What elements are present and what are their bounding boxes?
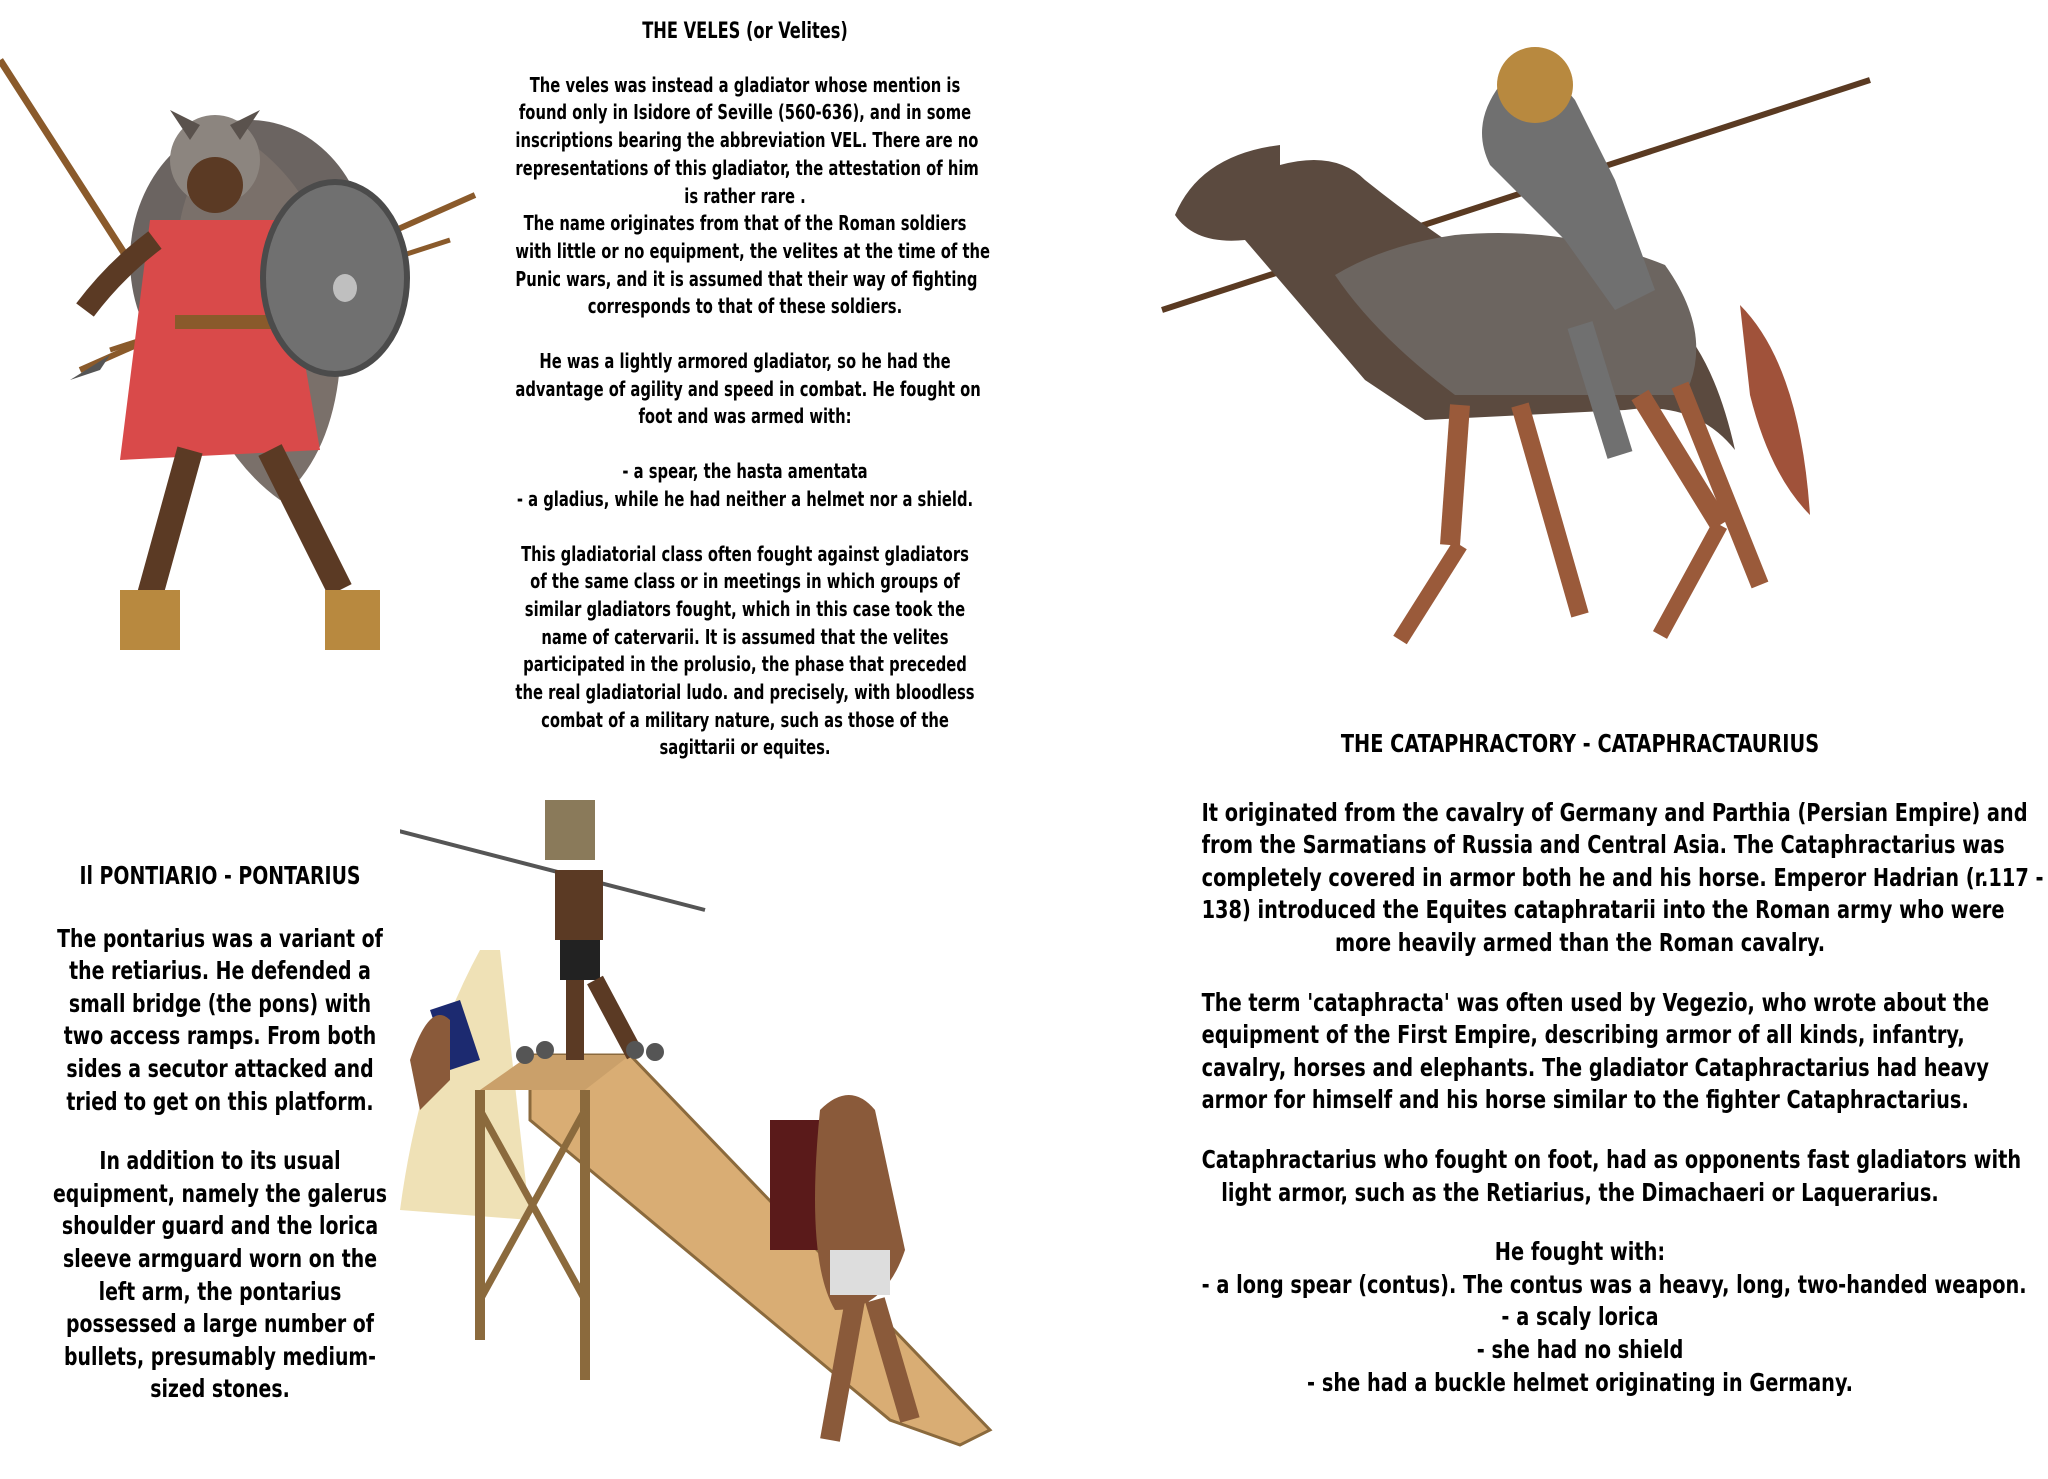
text-line: bullets, presumably medium- — [64, 1341, 376, 1371]
text-line: - a gladius, while he had neither a helmet nor a shield. — [516, 486, 974, 511]
text-line: two access ramps. From both — [63, 1021, 377, 1051]
text-line: representations of this gladiator, the attestation of him — [515, 155, 979, 180]
text-line: name of catervarii. It is assumed that the velites — [541, 624, 949, 649]
text-line: - she had a buckle helmet originating in Germany. — [1307, 1367, 1853, 1397]
text-line: sleeve armguard worn on the — [62, 1243, 378, 1273]
text-line: participated in the prolusio, the phase that preceded — [523, 652, 967, 677]
text-line: sized stones. — [150, 1374, 290, 1404]
text-line: 138) introduced the Equites cataphratarii into the Roman army who were — [1201, 895, 2005, 925]
text-line: advantage of agility and speed in combat. He fought on — [515, 376, 981, 401]
cataphractarius-paragraph-3 — [1201, 1144, 2022, 1209]
text-line: The veles was instead a gladiator whose mention is — [529, 72, 961, 97]
cataphractarius-paragraph-4 — [1201, 1236, 2027, 1399]
text-line: the retiarius. He defended a — [69, 956, 371, 986]
text-line: - a long spear (contus). The contus was a heavy, long, two-handed weapon. — [1201, 1269, 2027, 1299]
text-line: Punic wars, and it is assumed that their way of fighting — [515, 266, 978, 291]
text-line: the real gladiatorial ludo. and precisely, with bloodless — [515, 680, 975, 705]
veles-paragraph-1 — [515, 72, 991, 321]
pontarius-section — [52, 860, 388, 1406]
text-line: He was a lightly armored gladiator, so he had the — [539, 349, 951, 374]
text-line: inscriptions bearing the abbreviation VEL. There are no — [515, 128, 979, 153]
text-line: - she had no shield — [1476, 1334, 1684, 1364]
pontarius-illustration — [400, 780, 1020, 1479]
text-line: - a spear, the hasta amentata — [622, 459, 868, 484]
text-line: - a scaly lorica — [1501, 1302, 1659, 1332]
text-line: similar gladiators fought, which in this case took the — [524, 596, 966, 621]
pontarius-paragraph-2 — [52, 1145, 388, 1406]
text-line: equipment of the First Empire, describing armor of all kinds, infantry, — [1201, 1020, 1965, 1050]
cataphractarius-title: THE CATAPHRACTORY - CATAPHRACTAURIUS — [1340, 729, 1820, 758]
cataphractarius-section — [1201, 728, 2044, 1399]
text-line: tried to get on this platform. — [66, 1086, 374, 1116]
veles-section — [515, 18, 991, 762]
text-line: shoulder guard and the lorica — [61, 1211, 379, 1241]
text-line: sagittarii or equites. — [659, 735, 831, 760]
text-line: light armor, such as the Retiarius, the Dimachaeri or Laquerarius. — [1221, 1177, 1939, 1207]
cataphractarius-paragraph-1 — [1201, 797, 2044, 960]
text-line: small bridge (the pons) with — [68, 988, 372, 1018]
cataphractarius-paragraph-2 — [1201, 987, 1990, 1117]
text-line: combat of a military nature, such as those of the — [541, 707, 949, 732]
text-line: of the same class or in meetings in which groups of — [530, 569, 960, 594]
pontarius-title: Il PONTIARIO - PONTARIUS — [79, 861, 361, 890]
text-line: Cataphractarius who fought on foot, had as opponents fast gladiators with — [1201, 1144, 2022, 1174]
text-line: The term 'cataphracta' was often used by Vegezio, who wrote about the — [1201, 987, 1990, 1017]
text-line: In addition to its usual — [99, 1146, 341, 1176]
text-line: possessed a large number of — [65, 1309, 375, 1339]
veles-paragraph-4 — [515, 541, 974, 763]
veles-paragraph-2 — [515, 348, 981, 431]
text-line: armor for himself and his horse similar to the fighter Cataphractarius. — [1201, 1085, 1969, 1115]
text-line: The name originates from that of the Roman soldiers — [523, 211, 967, 236]
text-line: from the Sarmatians of Russia and Central Asia. The Cataphractarius was — [1201, 830, 2005, 860]
cataphract-illustration — [1160, 25, 1880, 675]
text-line: is rather rare . — [684, 183, 806, 208]
text-line: It originated from the cavalry of Germany and Parthia (Persian Empire) and — [1201, 797, 2028, 827]
veles-title: THE VELES (or Velites) — [642, 19, 848, 44]
text-line: found only in Isidore of Seville (560-636), and in some — [518, 100, 972, 125]
text-line: equipment, namely the galerus — [52, 1178, 388, 1208]
pontarius-paragraph-1 — [52, 923, 388, 1119]
text-line: completely covered in armor both he and his horse. Emperor Hadrian (r.117 - — [1201, 862, 2044, 892]
text-line: cavalry, horses and elephants. The gladiator Cataphractarius had heavy — [1201, 1052, 1989, 1082]
text-line: This gladiatorial class often fought against gladiators — [521, 541, 969, 566]
text-line: The pontarius was a variant of — [57, 923, 383, 953]
text-line: corresponds to that of these soldiers. — [587, 294, 903, 319]
veles-paragraph-3 — [515, 458, 974, 513]
text-line: left arm, the pontarius — [98, 1276, 342, 1306]
text-line: foot and was armed with: — [638, 404, 852, 429]
text-line: sides a secutor attacked and — [66, 1053, 374, 1083]
text-line: He fought with: — [1494, 1237, 1666, 1267]
text-line: more heavily armed than the Roman cavalry. — [1334, 927, 1826, 957]
veles-illustration — [0, 50, 480, 650]
text-line: with little or no equipment, the velites at the time of the — [515, 238, 991, 263]
